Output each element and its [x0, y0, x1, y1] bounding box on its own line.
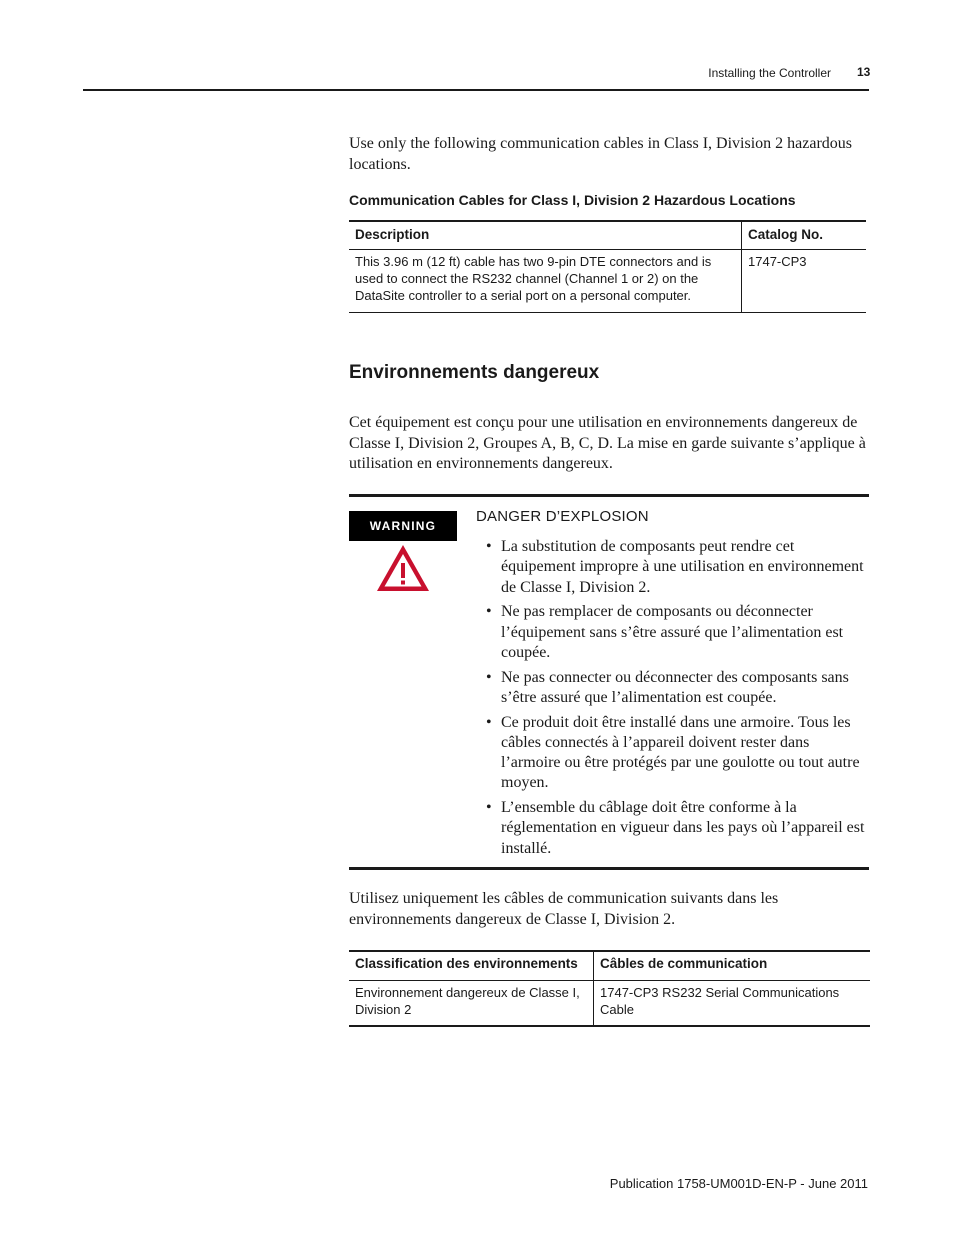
page-number: 13: [857, 65, 871, 79]
table-header-row: [349, 951, 870, 980]
cell-description: This 3.96 m (12 ft) cable has two 9-pin DTE connectors and is used to connect the RS232 channel (Channel 1 or 2) on the DataSite controller to a serial port on a personal computer.: [349, 249, 742, 312]
column-header-catalog: Catalog No.: [748, 227, 824, 242]
communication-cables-table: [349, 220, 866, 313]
warning-bullet-list: [486, 537, 869, 863]
header-rule: [83, 89, 869, 91]
cell-cables: 1747-CP3 RS232 Serial Communications Cable: [600, 984, 840, 1017]
column-header-description: Description: [349, 221, 742, 249]
classification-cables-table: [349, 950, 870, 1027]
column-header-cables: Câbles de communication: [600, 956, 768, 971]
publication-footer: Publication 1758-UM001D-EN-P - June 2011: [609, 1176, 868, 1191]
french-intro-paragraph: Cet équipement est conçu pour une utilisation en environnements dangereux de Classe I, Division 2, Groupes A, B, C, D. La mise en garde suivante s’applique à utilisation en environnements dangereux.: [349, 414, 866, 472]
list-item: • La substitution de composants peut rendre cet équipement impropre à une utilisation en environnement de Classe I, Division 2.: [486, 537, 869, 598]
table-row: [349, 980, 870, 1026]
table-row: [349, 249, 866, 312]
column-header-classification: Classification des environnements: [349, 951, 594, 980]
warning-label: WARNING: [349, 511, 457, 541]
table-header-row: [349, 221, 866, 249]
cell-classification: Environnement dangereux de Classe I, Division 2: [349, 980, 594, 1026]
warning-block: [349, 494, 869, 870]
warning-triangle-icon: [375, 543, 431, 593]
running-header-title: Installing the Controller: [708, 66, 831, 80]
list-item: • Ne pas remplacer de composants ou déconnecter l’équipement sans s’être assuré que l’alimentation est coupée.: [486, 602, 869, 663]
list-item: • Ce produit doit être installé dans une armoire. Tous les câbles connectés à l’appareil doivent rester dans l’armoire ou être protégés par une goulotte ou tout autre moyen.: [486, 713, 869, 794]
list-item: • L’ensemble du câblage doit être conforme à la réglementation en vigueur dans les pays où l’appareil est installé.: [486, 798, 869, 859]
warning-title: DANGER D’EXPLOSION: [476, 508, 649, 525]
french-cables-paragraph: Utilisez uniquement les câbles de communication suivants dans les environnements dangereux de Classe I, Division 2.: [349, 890, 779, 928]
intro-paragraph: Use only the following communication cables in Class I, Division 2 hazardous locations.: [349, 135, 853, 173]
cell-catalog: 1747-CP3: [748, 253, 807, 269]
table-caption: Communication Cables for Class I, Division 2 Hazardous Locations: [349, 192, 796, 208]
section-heading: Environnements dangereux: [349, 362, 600, 383]
list-item: • Ne pas connecter ou déconnecter des composants sans s’être assuré que l’alimentation est coupée.: [486, 668, 869, 709]
